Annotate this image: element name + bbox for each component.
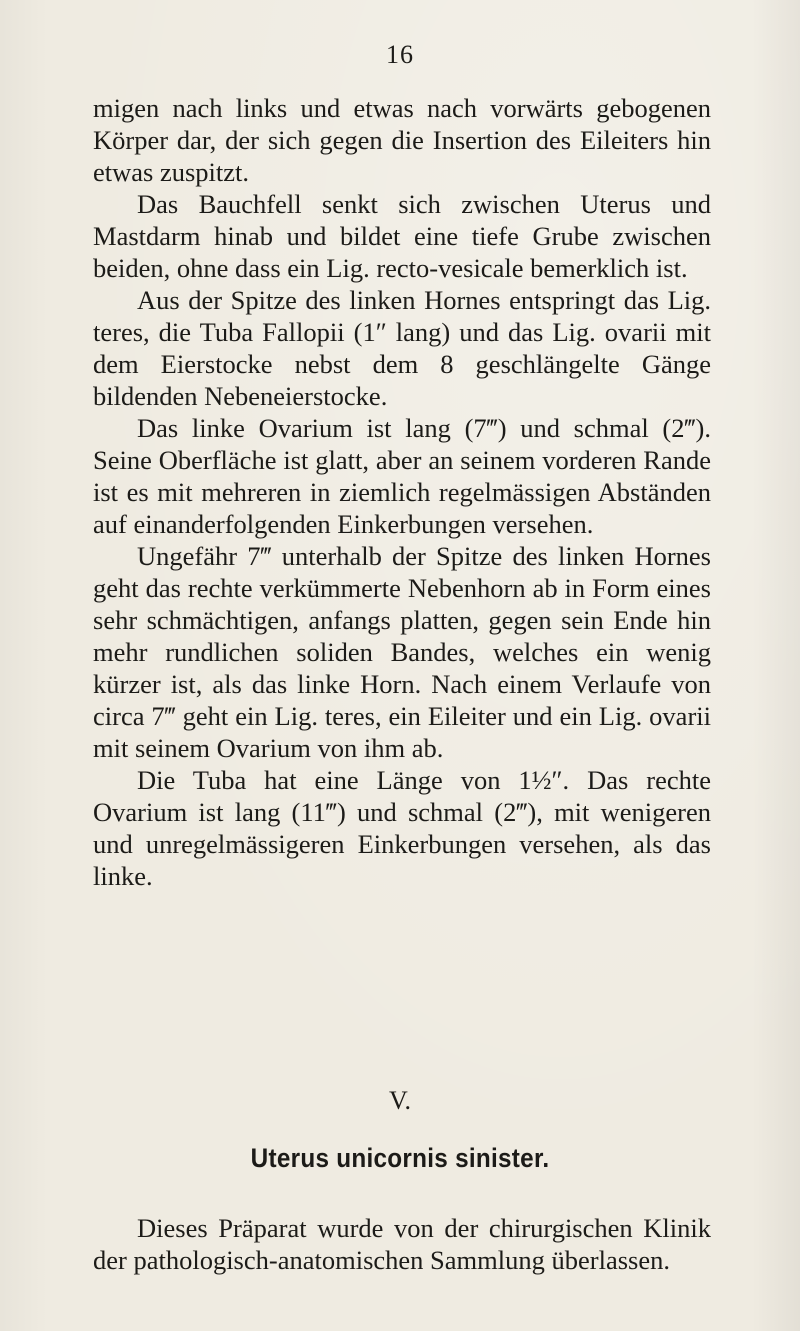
section-text [93,1212,711,1276]
paragraph-nebenhorn: Ungefähr 7‴ unterhalb der Spitze des linken Hornes geht das rechte verkümmerte Nebenhorn ab in Form eines sehr schmächtigen, anfangs platten, gegen sein Ende hin mehr rundlichen soliden Bandes, welches ein wenig kürzer ist, als das linke Horn. Nach einem Verlaufe von circa 7‴ geht ein Lig. teres, ein Eileiter und ein Lig. ovarii mit seinem Ovarium von ihm ab. [93,541,711,763]
section-title: Uterus unicornis sinister. [250,1143,550,1173]
paragraph-praeparat: Dieses Präparat wurde von der chirurgischen Klinik der pathologisch-anatomischen Sammlung überlassen. [93,1213,711,1275]
body-text [93,92,711,892]
section-number: V. [389,1086,411,1115]
paragraph-continuation: migen nach links und etwas nach vorwärts gebogenen Körper dar, der sich gegen die Insertion des Eileiters hin etwas zuspitzt. [93,93,711,187]
paragraph-bauchfell: Das Bauchfell senkt sich zwischen Uterus und Mastdarm hinab und bildet eine tiefe Grube zwischen beiden, ohne dass ein Lig. recto-vesicale bemerklich ist. [93,189,711,283]
paragraph-rechtes-ovarium: Die Tuba hat eine Länge von 1½″. Das rechte Ovarium ist lang (11‴) und schmal (2‴), mit wenigeren und unregelmässigeren Einkerbungen versehen, als das linke. [93,765,711,891]
paragraph-linkes-ovarium: Das linke Ovarium ist lang (7‴) und schmal (2‴). Seine Oberfläche ist glatt, aber an seinem vorderen Rande ist es mit mehreren in ziemlich regelmässigen Abständen auf einanderfolgenden Einkerbungen versehen. [93,413,711,539]
page-number: 16 [386,40,414,69]
paragraph-linkes-horn: Aus der Spitze des linken Hornes entspringt das Lig. teres, die Tuba Fallopii (1″ lang) und das Lig. ovarii mit dem Eierstocke nebst dem 8 geschlängelte Gänge bildenden Nebeneierstocke. [93,285,711,411]
